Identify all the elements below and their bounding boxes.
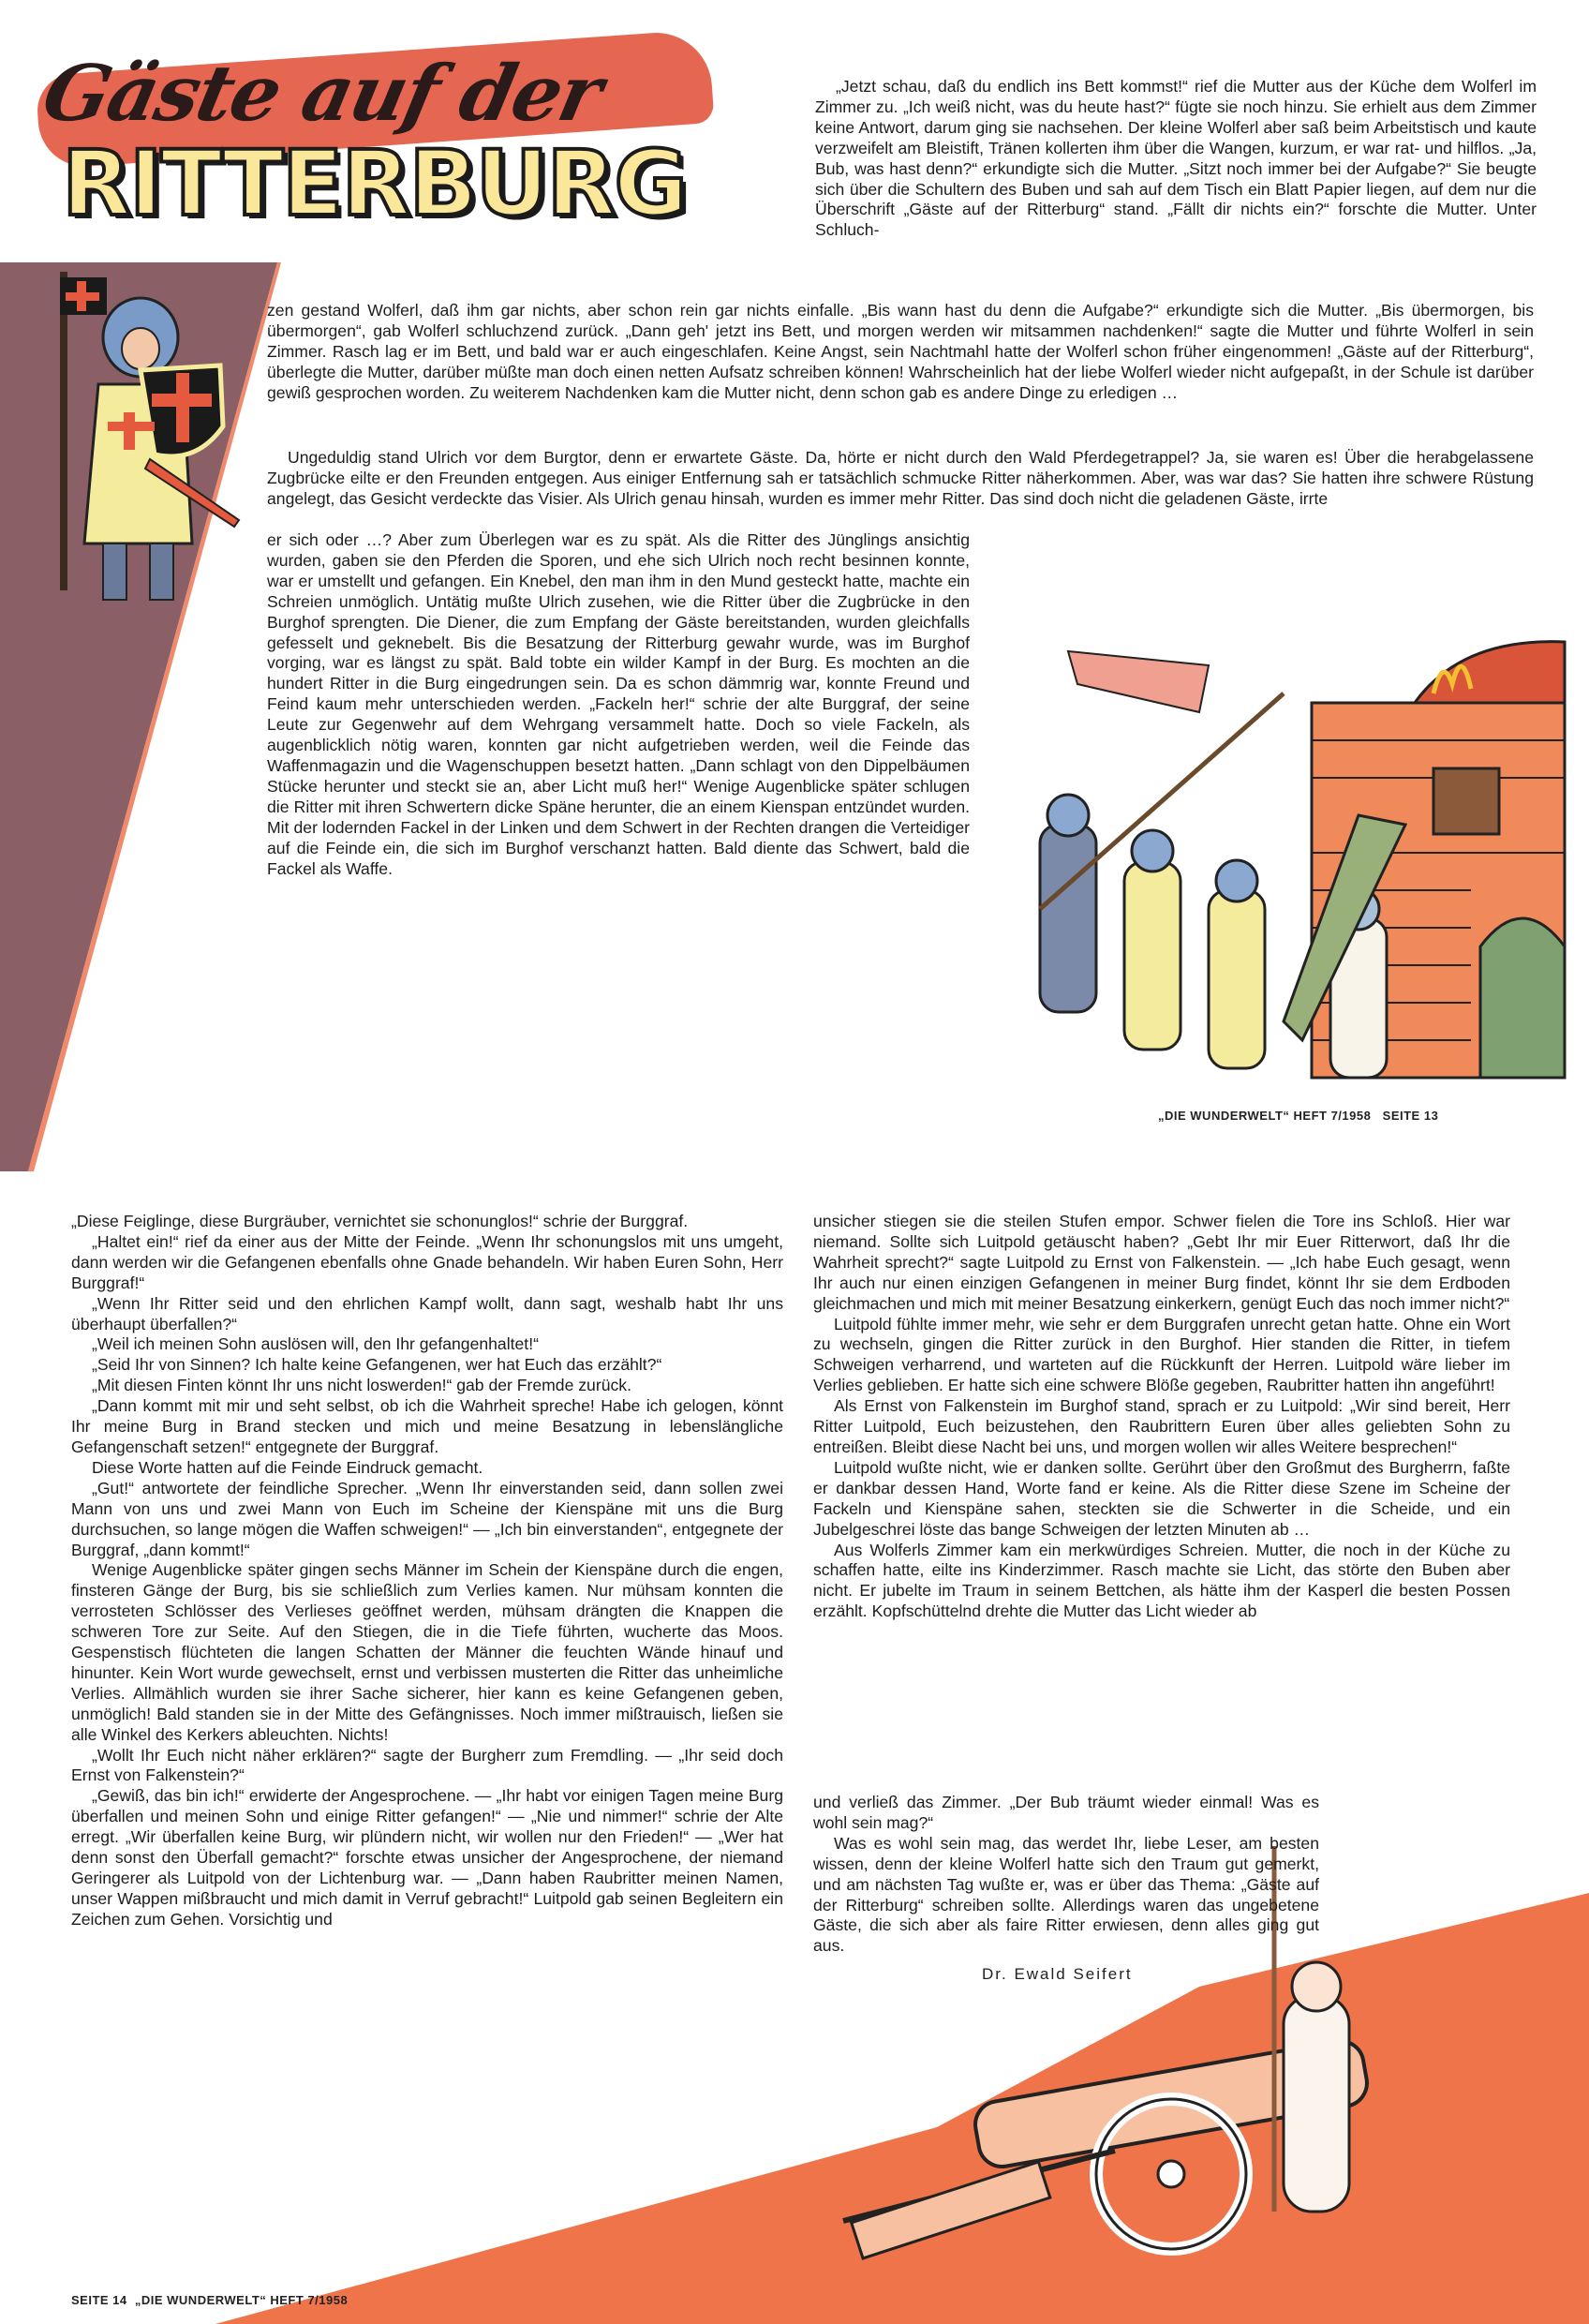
- face: [122, 328, 159, 369]
- story-wide: Ungeduldig stand Ulrich vor dem Burgtor, denn er erwartete Gäste. Da, hörte er nicht durch den Wald Pferdegetrappel? Ja, sie waren es! Über die herabgelassene Zugbrücke eilte er den Freunden entgegen. Aus einiger Entfernung sah er tatsächlich schmucke Ritter näherkommen. Aber, was war das? Sie hatten ihre schwere Rüstung angelegt, das Gesicht verdeckte das Visier. Als Ulrich genau hinsah, wurden es immer mehr Ritter. Das sind doch nicht die geladenen Gäste, irrte: [267, 448, 1534, 508]
- lance: [60, 272, 67, 590]
- gunner-figure: [1284, 1996, 1349, 2212]
- castle-battle-illustration: [1021, 609, 1583, 1096]
- knight-illustration: [0, 262, 281, 1171]
- title-block-line: RITTERBURG: [62, 131, 687, 236]
- title-script-line: Gäste auf der: [35, 49, 609, 139]
- gate: [1480, 918, 1565, 1078]
- intro-continued: zen gestand Wolferl, daß ihm gar nichts, aber schon rein gar nichts einfalle. „Bis wann hast du denn die Aufgabe?“ erkundigte sich die Mutter. „Bis übermorgen, bis übermorgen“, gab Wolferl schluchzend zurück. „Dann geh' jetzt ins Bett, und morgen werden wir mitsammen nachdenken!“ sagte die Mutter und führte Wolferl in sein Zimmer. Rasch lag er im Bett, und bald war er auch eingeschlafen. Keine Angst, sein Nachtmahl hatte der Wolferl schon früher eingenommen! „Gäste auf der Ritterburg“, überlegte die Mutter, darüber müßte man doch einen netten Aufsatz schreiben können! Wahrscheinlich hat der liebe Wolferl wieder nicht aufgepaßt, in der Schule ist darüber gewiß gesprochen worden. Zu weiterem Nachdenken kam die Mutter nicht, denn schon gab es andere Dinge zu erledigen …: [267, 301, 1534, 402]
- roof: [1415, 642, 1565, 703]
- window: [1433, 768, 1499, 834]
- page-footer-14: SEITE 14 „DIE WUNDERWELT“ HEFT 7/1958: [71, 2293, 349, 2307]
- left-column: „Diese Feiglinge, diese Burgräuber, vernichtet sie schonunglos!“ schrie der Burggraf. „Haltet ein!“ rief da einer aus der Mitte der Feinde. „Wenn Ihr schonungslos mit uns umgeht, dann werden wir die Gefangenen ebenfalls ohne Gnade behandeln. Wir haben Euren Sohn, Herr Burggraf!“ „Wenn Ihr Ritter seid und den ehrlichen Kampf wollt, dann sagt, weshalb habt Ihr uns überhaupt überfallen?“ „Weil ich meinen Sohn auslösen will, den Ihr gefangenhaltet!“ „Seid Ihr von Sinnen? Ich halte keine Gefangenen, wer hat Euch das erzählt?“ „Mit diesen Finten könnt Ihr uns nicht loswerden!“ gab der Fremde zurück. „Dann kommt mit mir und seht selbst, ob ich die Wahrheit spreche! Habe ich gelogen, könnt Ihr meine Burg in Brand stecken und mich und meine Besatzung in lebenslängliche Gefangenschaft setzen!“ entgegnete der Burggraf. Diese Worte hatten auf die Feinde Eindruck gemacht. „Gut!“ antwortete der feindliche Sprecher. „Wenn Ihr einverstanden seid, dann sollen zwei Mann von uns und zwei Mann von Euch im Scheine der Kienspäne mit uns die Burg durchsuchen, so lange mögen die Waffen schweigen!“ — „Ich bin einverstanden“, entgegnete der Burggraf, „dann kommt!“ Wenige Augenblicke später gingen sechs Männer im Schein der Kienspäne durch die engen, finsteren Gänge der Burg, bis sie schließlich zum Verlies kamen. Nur mühsam konnten die verrosteten Schlösser des Verlieses geöffnet werden, mühsam drängten die Knappen die schweren Tore zur Seite. Auf den Stiegen, die in die Tiefe führten, wucherte das Moos. Gespenstisch flüchteten die langen Schatten der Männer die feuchten Wände hinauf und hinunter. Kein Wort wurde gewechselt, ernst und verbissen musterten die Ritter das unheimliche Verlies. Allmählich wurden sie ihrer Sache sicherer, hier kann es keine Gefangenen geben, unmöglich! Bald standen sie in der Mitte des Gefängnisses. Noch immer mißtrauisch, ließen sie alle Winkel des Kerkers ableuchten. Nichts! „Wollt Ihr Euch nicht näher erklären?“ sagte der Burgherr zum Fremdling. — „Ihr seid doch Ernst von Falkenstein?“ „Gewiß, das bin ich!“ erwiderte der Angesprochene. — „Ihr habt vor einigen Tagen meine Burg überfallen und meinen Sohn und einige Ritter gefangen!“ — „Nie und nimmer!“ schrie der Alte erregt. „Wir überfallen keine Burg, wir plündern nicht, wir wollen nur den Frieden!“ — „Wer hat denn sonst den Überfall gemacht?“ forschte etwas unsicher der Angesprochene, der niemand Geringerer als Luitpold von der Lichtenburg war. — „Dann haben Raubritter meinen Namen, unser Wappen mißbraucht und mich damit in Verruf gebracht!“ Luitpold gab seinen Begleitern ein Zeichen zum Gehen. Vorsichtig und: [71, 1212, 783, 1929]
- story-narrow: er sich oder …? Aber zum Überlegen war es zu spät. Als die Ritter des Jünglings ansichtig wurden, gaben sie den Pferden die Sporen, und ehe sich Ulrich noch recht besinnen konnte, war er umstellt und gefangen. Ein Knebel, den man ihm in den Mund gesteckt hatte, machte ein Schreien unmöglich. Untätig mußte Ulrich zusehen, wie die Ritter über die Zugbrücke in den Burghof sprengten. Die Diener, die zum Empfang der Gäste bereitstanden, wurden gleichfalls gefesselt und geknebelt. Bis die Besatzung der Ritterburg gewahr wurde, was im Burghof vorging, war es längst zu spät. Bald tobte ein wilder Kampf in der Burg. Es mochten an die hundert Ritter in die Burg eingedrungen sein. Da es schon dämmrig war, konnte Freund und Feind kaum mehr unterschieden werden. „Fackeln her!“ schrie der alte Burggraf, der seine Leute zur Gegenwehr auf dem Wehrgang versammelt hatte. Doch so viele Fackeln, als augenblicklich nötig waren, konnten gar nicht aufgetrieben werden, weil die Feinde das Waffenmagazin und die Wagenschuppen besetzt hatten. „Dann schlagt von den Dippelbäumen Stücke herunter und steckt sie an, aber Licht muß her!“ Wenige Augenblicke später schlugen die Ritter mit ihren Schwertern dicke Späne herunter, die an einem Kienspan entzündet wurden. Mit der lodernden Fackel in der Linken und dem Schwert in der Rechten drangen die Verteidiger auf die Feinde ein, die sich im Burghof verschanzt hatten. Bald diente das Schwert, bald die Fackel als Waffe.: [267, 530, 970, 878]
- author-signature: Dr. Ewald Seifert: [982, 1965, 1133, 1983]
- page-14: [0, 1171, 1589, 2324]
- intro-paragraph: „Jetzt schau, daß du endlich ins Bett kommst!“ rief die Mutter aus der Küche dem Wolferl im Zimmer zu. „Ich weiß nicht, was du heute hast?“ fügte sie noch hinzu. Sie erhielt aus dem Zimmer keine Antwort, darum ging sie nachsehen. Der kleine Wolferl aber saß beim Arbeitstisch und kaute verzweifelt am Bleistift, Tränen kollerten ihm über die Wangen, kurzum, er war rat- und hilflos. „Ja, Bub, was hast denn?“ erkundigte sich die Mutter. „Sitzt noch immer bei der Aufgabe?“ Sie beugte sich über die Schultern des Buben und sah auf dem Tisch ein Blatt Papier liegen, auf dem nur die Überschrift „Gäste auf der Ritterburg“ stand. „Fällt dir nichts ein?“ forschte die Mutter. Unter Schluch-: [815, 77, 1537, 240]
- right-column: unsicher stiegen sie die steilen Stufen empor. Schwer fielen die Tore ins Schloß. Hier war niemand. Sollte sich Luitpold getäuscht haben? „Gebt Ihr mir Euer Ritterwort, daß Ihr die Wahrheit sprecht?“ sagte Luitpold zu Ernst von Falkenstein. — „Ich habe Euch gesagt, wenn Ihr auch nur einen einzigen Gefangenen in meiner Burg findet, könnt Ihr sie dem Erdboden gleichmachen und mich mit meiner Besatzung einkerkern, genügt Euch das noch immer nicht?“ Luitpold fühlte immer mehr, wie sehr er dem Burggrafen unrecht getan hatte. Ohne ein Wort zu wechseln, gingen die Ritter zurück in den Burghof. Hier standen die Ritter, in tiefem Schweigen verharrend, und warteten auf die Rückkunft der Herren. Luitpold wäre lieber im Verlies geblieben. Er hatte sich eine schwere Blöße gegeben, Raubritter hatten ihn angeführt! Als Ernst von Falkenstein im Burghof stand, sprach er zu Luitpold: „Wir sind bereit, Herr Ritter Luitpold, Euch beizustehen, den Raubrittern Euren über alles geliebten Sohn zu entreißen. Bleibt diese Nacht bei uns, und morgen wollen wir alles Weitere besprechen!“ Luitpold wußte nicht, wie er danken sollte. Gerührt über den Großmut des Burgherrn, faßte er dankbar dessen Hand, Worte fand er keine. Als die Ritter diese Szene im Scheine der Fackeln und Kienspäne sahen, steckten sie die Schwerter in die Scheide, und ein Jubelgeschrei löste das bange Schweigen der letzten Minuten ab … Aus Wolferls Zimmer kam ein merkwürdiges Schreien. Mutter, die noch in der Küche zu schaffen hatte, eilte ins Kinderzimmer. Rasch machte sie Licht, das störte den Buben aber nicht. Er jubelte im Traum in seinem Bettchen, als hätte ihm der Kasperl die besten Possen erzählt. Kopfschüttelnd drehte die Mutter das Licht wieder ab: [813, 1212, 1510, 1621]
- right-column-narrow: und verließ das Zimmer. „Der Bub träumt wieder einmal! Was es wohl sein mag?“ Was es wohl sein mag, das werdet Ihr, liebe Leser, am besten wissen, denn der kleine Wolferl hatte sich den Traum gut gemerkt, und am nächsten Tag wußte er, was er über das Thema: „Gäste auf der Ritterburg“ schreiben sollte. Allerdings waren das ungebetene Gäste, die sich aber als faire Ritter erwiesen, denn alles ging gut aus.: [813, 1793, 1319, 1956]
- page-footer-13: „DIE WUNDERWELT“ HEFT 7/1958 SEITE 13: [1158, 1109, 1439, 1123]
- legs: [103, 544, 126, 600]
- pennant: [1068, 651, 1209, 712]
